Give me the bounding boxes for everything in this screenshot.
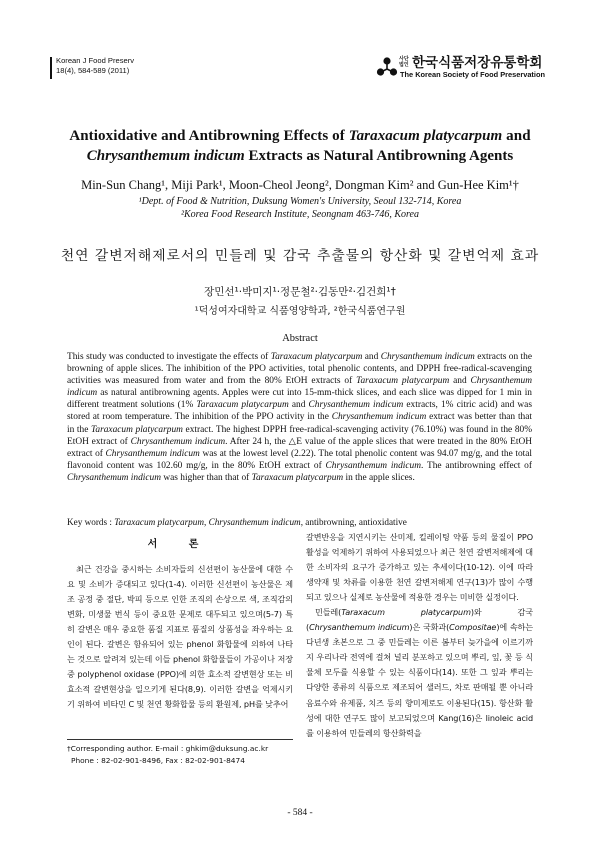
- journal-volume: 18(4), 584-589 (2011): [56, 66, 130, 75]
- left-column: [67, 562, 293, 712]
- korean-title: 천연 갈변저해제로서의 민들레 및 감국 추출물의 항산화 및 갈변억제 효과: [60, 248, 540, 264]
- footnote-contact: Phone : 82-02-901-8496, Fax : 82-02-901-8474: [71, 756, 245, 765]
- section-title: 서 론: [147, 539, 213, 550]
- author-list: Min-Sun Chang¹, Miji Park¹, Moon-Cheol Jeong², Dongman Kim² and Gun-Hee Kim¹†: [81, 178, 519, 192]
- paragraph: 최근 건강을 중시하는 소비자들의 신선편이 농산물에 대한 수요 및 소비가 증대되고 있다(1-4). 이러한 신선편이 농산물은 제조 공정 중 절단, 박피 등으로 인한 조직의 손상으로 색, 조직감의 변화, 미생물 번식 등이 중요한 문제로 대두되고 있으며(5-7) 특히 갈변은 매우 중요한 품질 지표로 품질의 상품성을 좌우하는 요인이 된다. 갈변은 함유되어 있는 phenol 화합물에 의하여 나타는 것으로 알려져 있는데 이들 phenol 화합물들이 가공이나 저장 중 polyphenol oxidase (PPO)에 의한 효소적 갈변현상 또는 비효소적 갈변현상을 일으키게 된다(8,9). 이러한 갈변을 억제시키기 위하여 비타민 C 및 천연 황화합물 등의 환원제, pH를 낮추어: [67, 564, 293, 710]
- journal-name: Korean J Food Preserv: [56, 56, 135, 65]
- society-name-english: The Korean Society of Food Preservation: [400, 70, 545, 79]
- korean-affiliation: ¹덕성여자대학교 식품영양학과, ²한국식품연구원: [194, 306, 406, 317]
- right-column: [306, 530, 533, 741]
- society-name-korean: 한국식품저장유통학회: [412, 55, 543, 71]
- paper-title-line1: Antioxidative and Antibrowning Effects of Taraxacum platycarpum and: [69, 128, 531, 144]
- journal-citation: [56, 56, 134, 76]
- affiliation-1: ¹Dept. of Food & Nutrition, Duksung Women's University, Seoul 132-714, Korea: [138, 196, 462, 207]
- footnote-rule: [67, 739, 293, 740]
- keywords: [67, 517, 532, 527]
- page-number: - 584 -: [287, 808, 313, 818]
- paragraph: 민들레(Taraxacum platycarpum)와 감국(Chrysanthemum indicum)은 국화과(Compositae)에 속하는 다년생 초본으로 그 중 민들레는 이른 봄부터 늦가을에 이르기까지 우리나라 전역에 걸쳐 널리 분포하고 있으며 뿌리, 잎, 꽃 등 식물체 모두를 식용할 수 있는 식품이다(14). 또한 그 잎과 뿌리는 다양한 종류의 식품으로 제조되어 샐러드, 차로 판매될 뿐 아니라 음료수와 유제품, 치즈 등의 향미제로도 이용된다(15). 항산화 활성에 대한 연구도 많이 보고되었으며 Kang(16)은 linoleic acid를 이용하여 민들레의 항산화력을: [306, 607, 533, 738]
- header-rule: [50, 57, 52, 79]
- footnote: [67, 743, 297, 767]
- footnote-corresponding: †Corresponding author. E-mail : ghkim@duksung.ac.kr: [67, 744, 269, 753]
- affiliation-2: ²Korea Food Research Institute, Seongnam 463-746, Korea: [181, 209, 419, 220]
- korean-author-list: 장민선¹·박미지¹·정문철²·김동만²·김건희¹†: [204, 286, 396, 298]
- abstract-body: This study was conducted to investigate the effects of Taraxacum platycarpum and Chrysanthemum indicum extracts on the browning of apple slices. The inhibition of the PPO activities, total phenolic contents, and DPPH free-radical-scavenging activities was measured from water and from the 80% EtOH extracts of Taraxacum platycarpum and Chrysanthemum indicum as natural antibrowning agents. Apples were cut into 15-mm-thick slices, and each slice was dipped for 1 min in different treatment solutions (1% Taraxacum platycarpum and Chrysanthemum indicum extracts, 1% citric acid) and was stored at room temperature. The inhibition of the PPO activity in the Chrysanthemum indicum extract was better than that in the Taraxacum platycarpum extract. The highest DPPH free-radical-scavenging activity (76.10%) was found in the 80% EtOH extract of Chrysanthemum indicum. After 24 h, the △E value of the apple slices that were treated in the 80% EtOH extract of Chrysanthemum indicum was at the lowest level (2.22). The total phenolic content was 94.07 mg/g, and the total flavonoid content was 102.60 mg/g, in the 80% EtOH extract of Chrysanthemum indicum. The antibrowning effect of Chrysanthemum indicum was higher than that of Taraxacum platycarpum in the apple slices.: [67, 352, 533, 483]
- society-logo-icon: [375, 55, 399, 79]
- keywords-text: Taraxacum platycarpum, Chrysanthemum indicum, antibrowning, antioxidative: [114, 517, 407, 527]
- paragraph: 갈변반응을 지연시키는 산미제, 킬레이팅 약품 등의 물질이 PPO 활성을 억제하기 위하여 사용되었으나 최근 천연 갈변저해제에 대한 소비자의 요구가 증가하고 있는 추세이다(10-12). 이에 따라 생약재 및 차류를 이용한 천연 갈변저해제 연구(13)가 많이 수행되고 있으나 실제로 농산물에 적용한 경우는 미비한 실정이다.: [306, 532, 533, 603]
- society-tag: 사단법인: [399, 56, 409, 68]
- keywords-label: Key words :: [67, 517, 112, 527]
- abstract-heading: Abstract: [282, 333, 318, 344]
- paper-title-line2: Chrysanthemum indicum Extracts as Natural Antibrowning Agents: [86, 148, 514, 164]
